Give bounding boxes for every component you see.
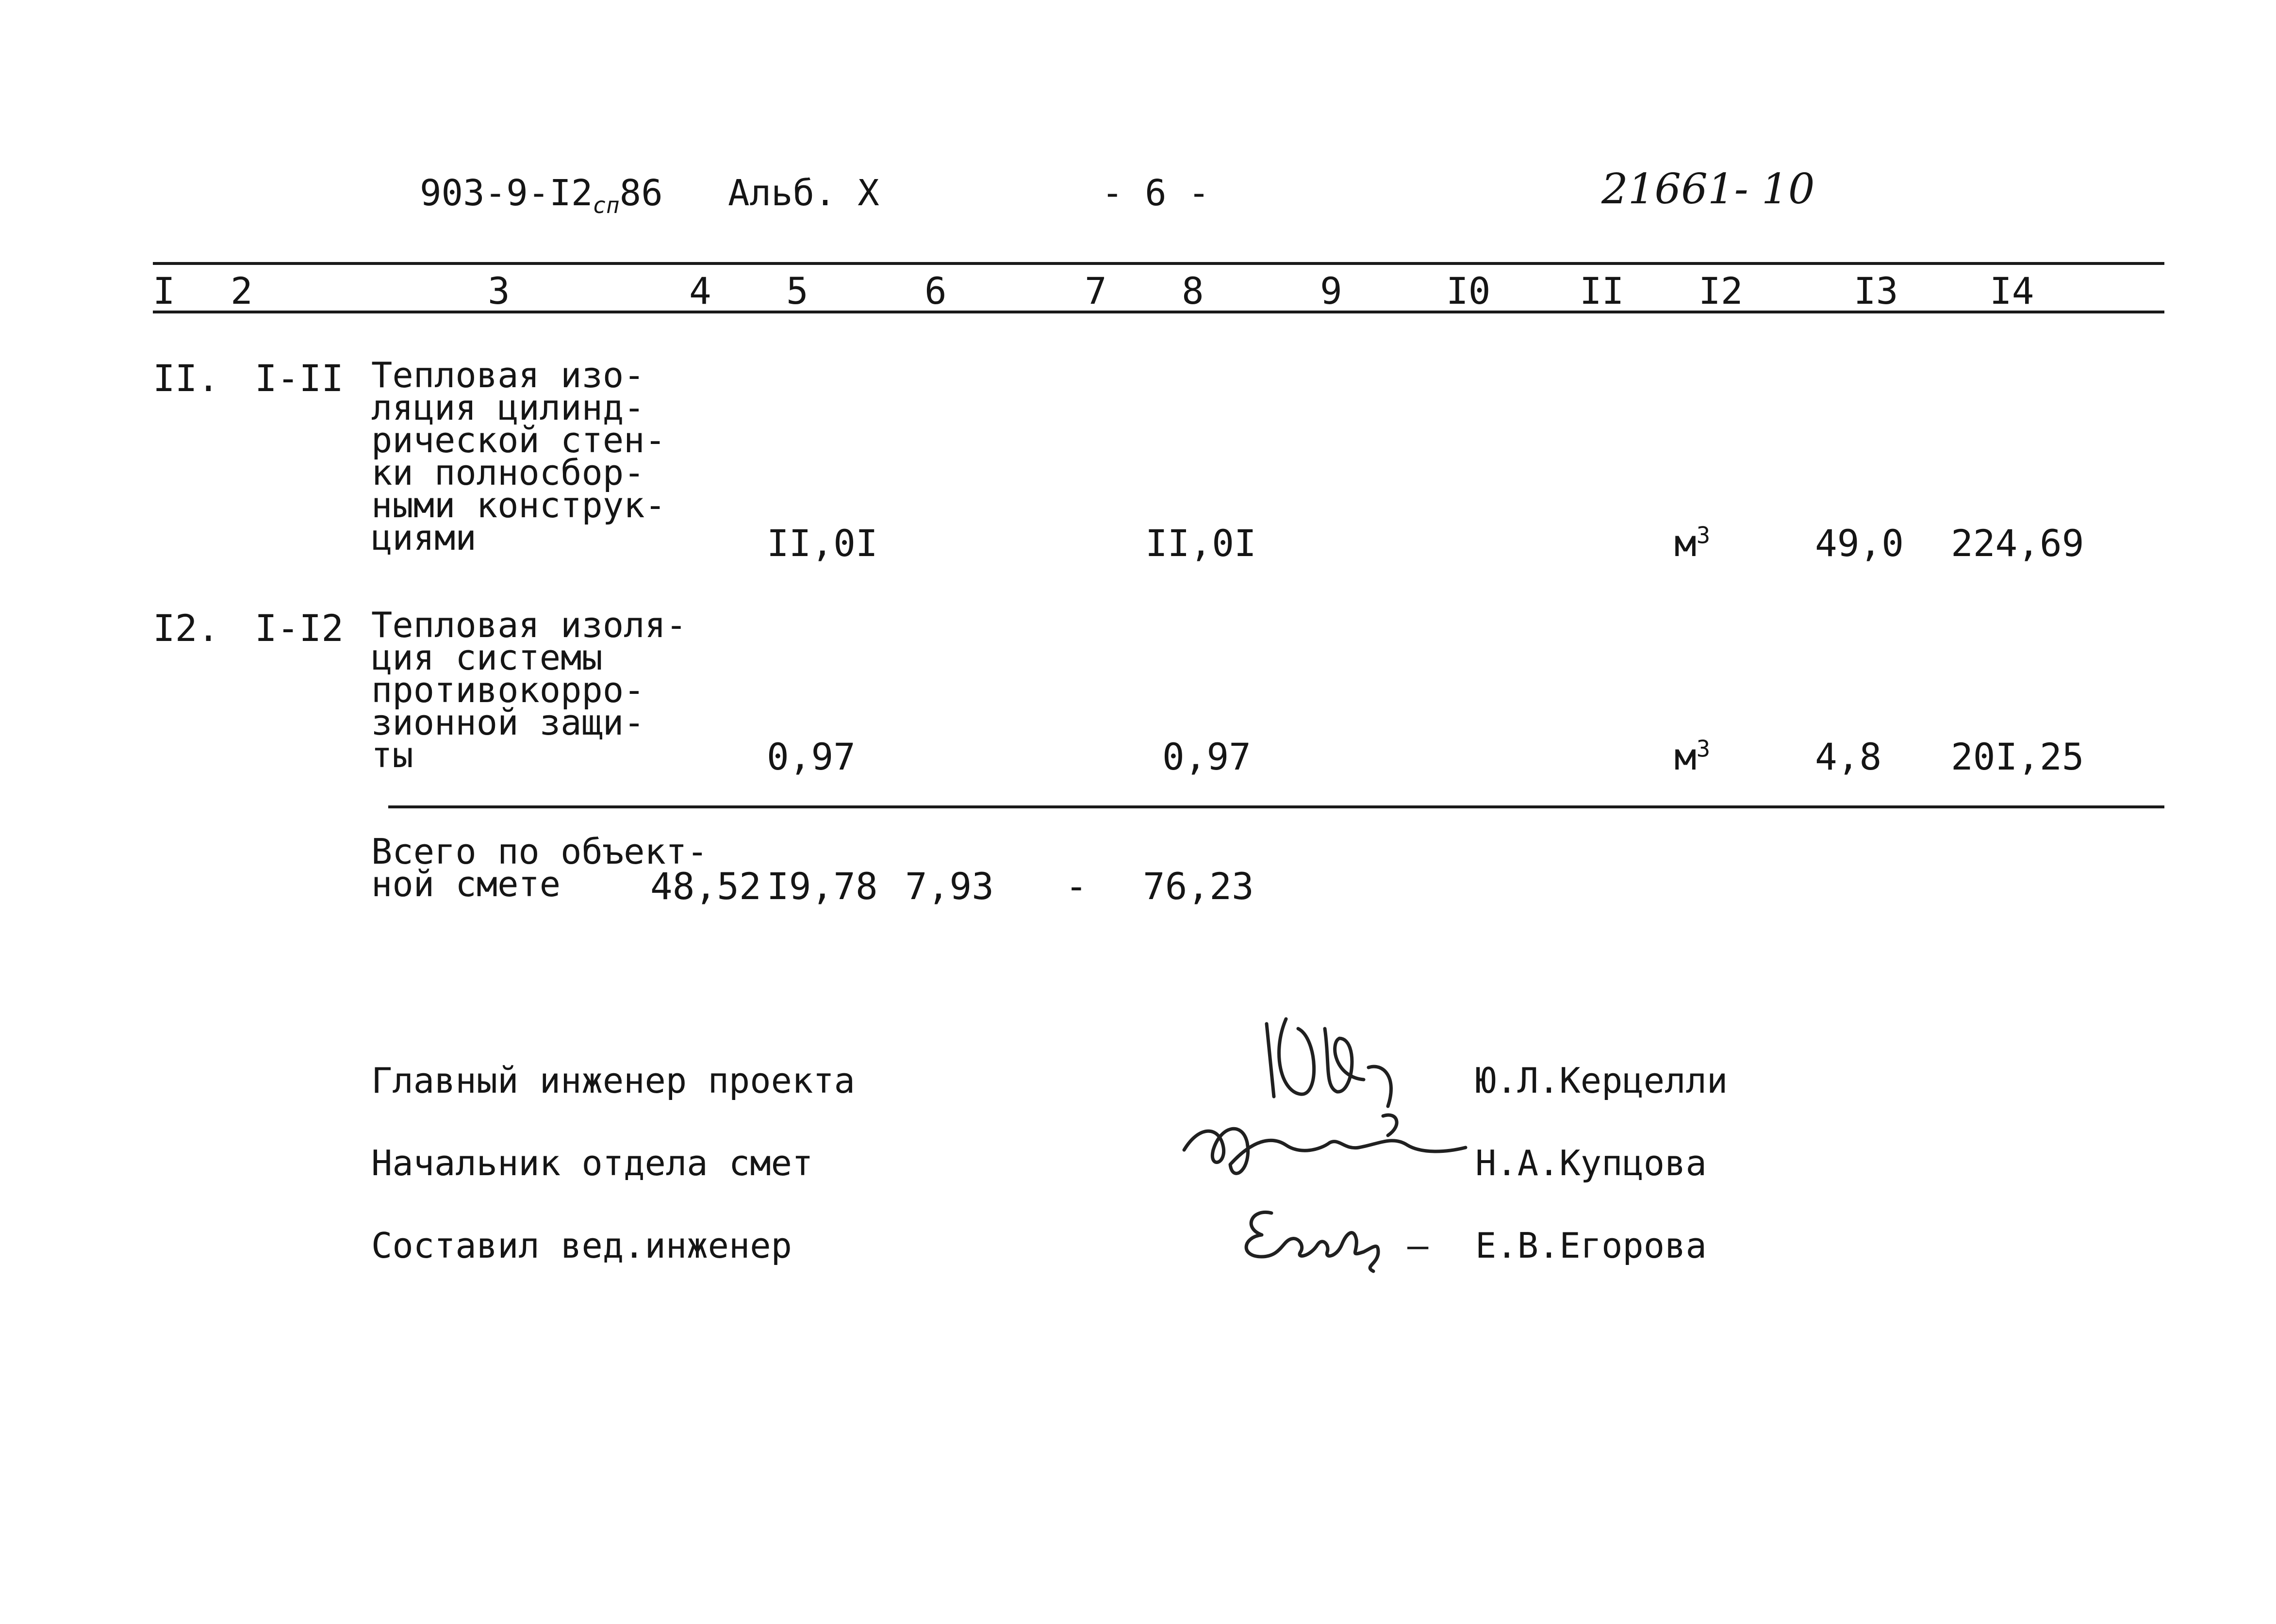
doc-code [420, 172, 663, 218]
total-col8: 76,23 [1143, 865, 1254, 908]
row-11-unit-base: м [1674, 522, 1697, 565]
row-11-name-line: ки полносбор- [371, 452, 645, 493]
col-header-9: 9 [1320, 269, 1342, 312]
col-header-8: 8 [1182, 269, 1204, 312]
doc-code-sub: сп [593, 192, 620, 218]
row-12-name-line: зионной защи- [371, 702, 645, 743]
row-12-name-line: Тепловая изоля- [371, 605, 687, 645]
col-header-14: I4 [1990, 269, 2034, 312]
total-label-line: Всего по объект- [371, 831, 708, 872]
doc-code-year: 86 [619, 172, 663, 214]
row-12-qty: 4,8 [1815, 735, 1882, 778]
total-col7: - [1065, 865, 1088, 908]
row-11-number: II. [153, 357, 220, 400]
row-12-unit [1674, 735, 1710, 778]
row-11-price: 224,69 [1951, 522, 2084, 565]
handwritten-signature-compiler [1233, 1198, 1398, 1276]
row-12-name [371, 605, 687, 775]
row-12-code: I-I2 [255, 607, 344, 650]
col-header-12: I2 [1699, 269, 1743, 312]
row-11-name-line: Тепловая изо- [371, 355, 645, 395]
handwritten-signature-head-of-department [1174, 1097, 1475, 1194]
row-12-col8: 0,97 [1162, 735, 1252, 778]
signature-name-compiler: Е.В.Егорова [1475, 1225, 1707, 1266]
row-11-name [371, 355, 666, 558]
row-12-col5: 0,97 [767, 735, 856, 778]
col-header-2: 2 [231, 269, 253, 312]
row-11-name-line: ляция цилинд- [371, 387, 645, 428]
row-11-qty: 49,0 [1815, 522, 1904, 565]
row-12-unit-exp: 3 [1696, 736, 1711, 763]
col-header-10: I0 [1446, 269, 1491, 312]
row-11-code: I-II [255, 357, 344, 400]
row-11-unit-exp: 3 [1696, 522, 1711, 549]
row-11-col5: II,0I [767, 522, 878, 565]
total-col4: 48,52 [650, 865, 761, 908]
col-header-5: 5 [786, 269, 808, 312]
album-label: Альб. X [728, 172, 879, 214]
col-header-13: I3 [1854, 269, 1898, 312]
signature-role-compiler: Составил вед.инженер [371, 1225, 792, 1266]
inventory-number: 21661- 10 [1601, 165, 1815, 213]
row-11-name-line: циями [371, 517, 477, 558]
row-11-name-line: ными конструк- [371, 485, 666, 525]
signature-name-head-of-department: Н.А.Купцова [1475, 1143, 1707, 1183]
signature-dash: — [1407, 1225, 1429, 1266]
col-header-4: 4 [689, 269, 711, 312]
row-12-name-line: противокорро- [371, 670, 645, 710]
total-col5: I9,78 [767, 865, 878, 908]
col-header-1: I [153, 269, 175, 312]
row-11-col8: II,0I [1145, 522, 1256, 565]
page-number: - 6 - [1102, 172, 1210, 214]
total-rule [388, 805, 2164, 808]
col-header-11: II [1580, 269, 1624, 312]
row-11-unit [1674, 522, 1710, 565]
row-12-number: I2. [153, 607, 220, 650]
signature-role-head-of-department: Начальник отдела смет [371, 1143, 813, 1183]
doc-code-main: 903-9-I2 [420, 172, 593, 214]
col-header-7: 7 [1085, 269, 1107, 312]
row-11-name-line: рической стен- [371, 420, 666, 460]
row-12-price: 20I,25 [1951, 735, 2084, 778]
row-12-name-line: ты [371, 735, 413, 775]
total-label-line: ной смете [371, 864, 561, 904]
signature-role-chief-engineer: Главный инженер проекта [371, 1060, 855, 1101]
col-header-6: 6 [924, 269, 947, 312]
header-rule-top [153, 262, 2164, 265]
row-12-name-line: ция системы [371, 637, 603, 678]
row-12-unit-base: м [1674, 735, 1697, 778]
signature-name-chief-engineer: Ю.Л.Керцелли [1475, 1060, 1728, 1101]
total-col6: 7,93 [905, 865, 994, 908]
col-header-3: 3 [488, 269, 510, 312]
